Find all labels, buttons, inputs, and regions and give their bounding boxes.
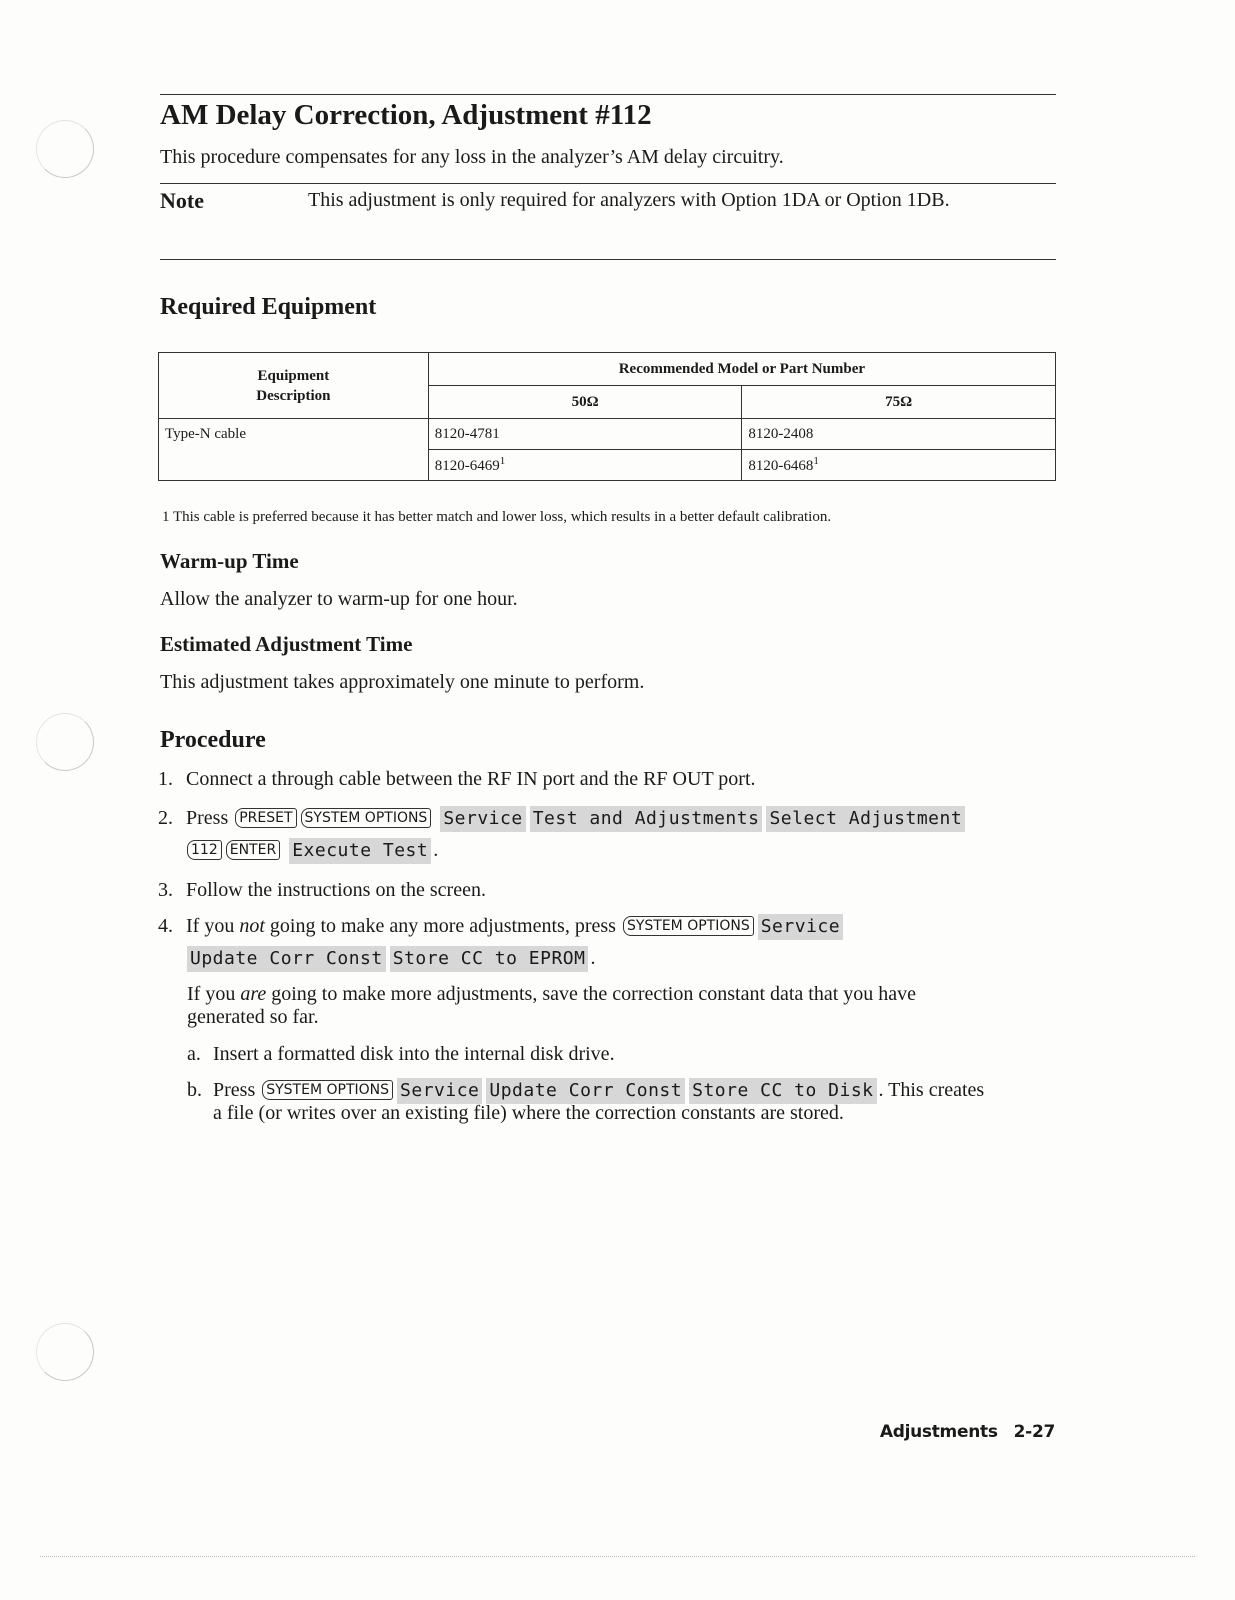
- title-rule: [160, 94, 1056, 95]
- page-title: AM Delay Correction, Adjustment #112: [160, 99, 652, 131]
- cell-75-part-1: 8120-2408: [742, 419, 1056, 450]
- binder-hole-top: [36, 120, 94, 178]
- service-softkey: Service: [758, 914, 843, 940]
- note-bottom-rule: [160, 259, 1056, 260]
- select-adjustment-softkey: Select Adjustment: [766, 806, 965, 832]
- step-1: 1. Connect a through cable between the RF IN port and the RF OUT port.: [158, 768, 756, 790]
- cell-empty: [159, 450, 429, 481]
- binder-hole-bottom: [36, 1323, 94, 1381]
- header-50-ohm: 50Ω: [428, 386, 742, 419]
- store-cc-to-eprom-softkey: Store CC to EPROM: [390, 946, 589, 972]
- system-options-key: SYSTEM OPTIONS: [623, 916, 754, 936]
- binder-hole-middle: [36, 713, 94, 771]
- note-text: This adjustment is only required for analyzers with Option 1DA or Option 1DB.: [308, 189, 950, 211]
- procedure-heading: Procedure: [160, 727, 266, 753]
- enter-key: ENTER: [226, 840, 280, 860]
- substep-a: a. Insert a formatted disk into the internal disk drive.: [187, 1043, 615, 1065]
- step-2: 2. Press PRESET SYSTEM OPTIONS Service Test and Adjustments Select Adjustment: [158, 802, 967, 834]
- table-footnote: 1 This cable is preferred because it has better match and lower loss, which results in a better default calibration.: [162, 509, 832, 525]
- warmup-heading: Warm-up Time: [160, 549, 299, 573]
- header-equipment-description: Equipment Description: [159, 353, 429, 419]
- header-75-ohm: 75Ω: [742, 386, 1056, 419]
- cell-type-n-cable: Type-N cable: [159, 419, 429, 450]
- update-corr-const-softkey: Update Corr Const: [187, 946, 386, 972]
- page-footer: [864, 1422, 1055, 1442]
- step-4-paragraph: If you are going to make more adjustments, save the correction constant data that you have generated so far.: [187, 983, 917, 1028]
- required-equipment-heading: Required Equipment: [160, 294, 377, 320]
- system-options-key: SYSTEM OPTIONS: [301, 808, 432, 828]
- warmup-text: Allow the analyzer to warm-up for one hour.: [160, 588, 518, 610]
- step-2-line-2: 112 ENTER Execute Test .: [185, 834, 438, 866]
- estimated-time-heading: Estimated Adjustment Time: [160, 632, 413, 656]
- estimated-time-text: This adjustment takes approximately one minute to perform.: [160, 671, 645, 693]
- service-softkey: Service: [440, 806, 525, 832]
- step-4: 4. If you not going to make any more adjustments, press SYSTEM OPTIONS Service: [158, 910, 845, 942]
- header-recommended-model: Recommended Model or Part Number: [428, 353, 1055, 386]
- scan-bottom-edge: [40, 1556, 1195, 1557]
- store-cc-to-disk-softkey: Store CC to Disk: [689, 1078, 876, 1104]
- test-and-adjustments-softkey: Test and Adjustments: [530, 806, 763, 832]
- system-options-key: SYSTEM OPTIONS: [262, 1080, 393, 1100]
- step-4-line-2: Update Corr Const Store CC to EPROM .: [185, 942, 595, 974]
- cell-50-part-2: 8120-6469$^1$: [428, 450, 742, 481]
- note-label: Note: [160, 188, 204, 213]
- footer-page-number: 2-27: [1013, 1422, 1055, 1442]
- update-corr-const-softkey: Update Corr Const: [486, 1078, 685, 1104]
- key-112: 112: [187, 840, 222, 860]
- execute-test-softkey: Execute Test: [289, 838, 431, 864]
- equipment-table: [158, 352, 1056, 481]
- cell-50-part-1: 8120-4781: [428, 419, 742, 450]
- substep-b-line-2: a file (or writes over an existing file) where the correction constants are stored.: [213, 1102, 844, 1124]
- footer-section: Adjustments: [879, 1422, 998, 1442]
- preset-key: PRESET: [235, 808, 296, 828]
- step-3: 3. Follow the instructions on the screen.: [158, 879, 486, 901]
- note-top-rule: [160, 183, 1056, 184]
- intro-text: This procedure compensates for any loss in the analyzer’s AM delay circuitry.: [160, 146, 784, 168]
- substep-b: b. Press SYSTEM OPTIONS Service Update Corr Const Store CC to Disk . This creates: [187, 1074, 984, 1106]
- service-softkey: Service: [397, 1078, 482, 1104]
- cell-75-part-2: 8120-6468$^1$: [742, 450, 1056, 481]
